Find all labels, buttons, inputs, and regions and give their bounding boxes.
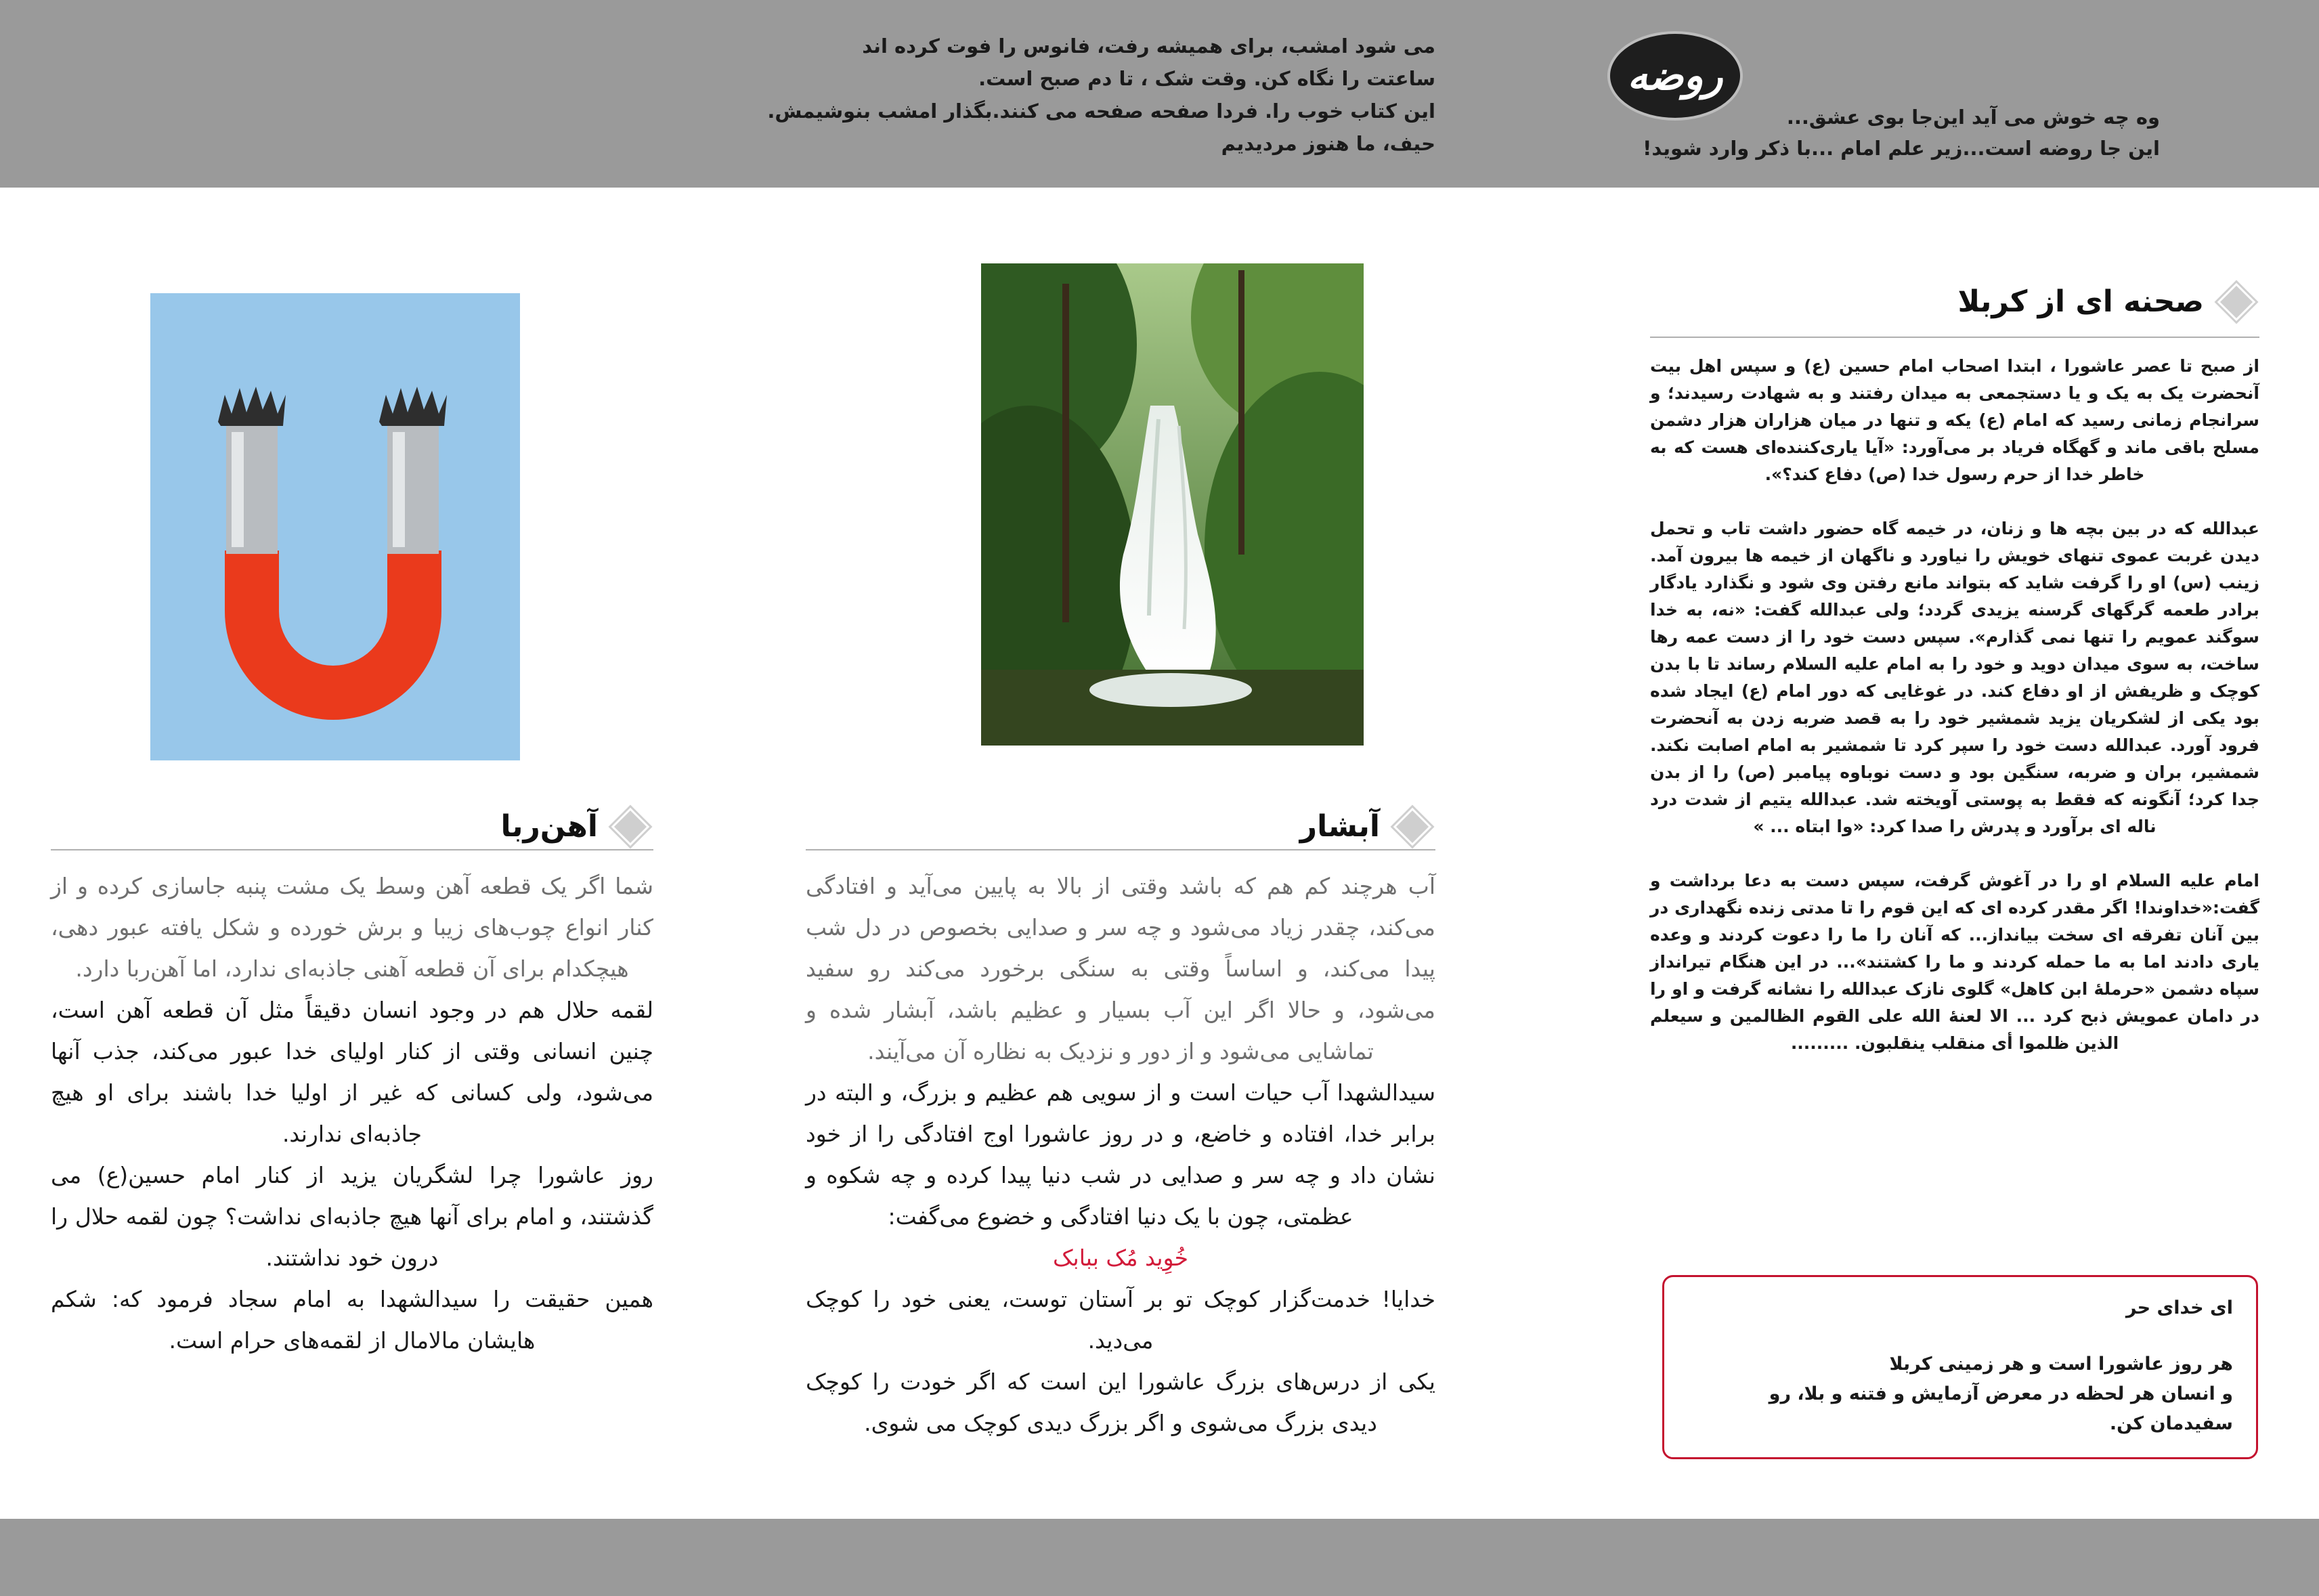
tagline-line-1: وه چه خوش می آید این‌جا بوی عشق... <box>1786 106 2160 129</box>
logo-text: روضه <box>1627 52 1723 100</box>
callout-line-2: و انسان هر لحظه در معرض آزمایش و فتنه و بلا، رو سفیدمان کن. <box>1769 1383 2233 1434</box>
callout-line-1: هر روز عاشورا است و هر زمینی کربلا <box>1889 1354 2233 1375</box>
footer-band <box>0 1519 2319 1596</box>
magnet-heading <box>51 809 653 850</box>
diamond-bullet-icon <box>1393 807 1432 846</box>
karbala-paragraph-1: از صبح تا عصر عاشورا ، ابتدا اصحاب امام حسین (ع) و سپس اهل بیت آنحضرت یک به یک و یا دستجمعی به میدان رفتند و به شهادت رسیدند؛ و سرانجام زمانی رسید که امام (ع) یکه و تنها در میان هزاران هزار دشمن مسلح باقی ماند و گهگاه فریاد بر می‌آورد: «آیا یاری‌کننده‌ای هست که به خاطر خدا از حرم رسول خدا (ص) دفاع کند؟». <box>1650 356 2259 484</box>
magnet-title: آهن‌ربا <box>500 809 598 844</box>
horseshoe-magnet-icon <box>150 293 520 760</box>
karbala-section <box>1650 271 2259 1084</box>
header-poem <box>767 30 1435 160</box>
karbala-title: صحنه ای از کربلا <box>1957 284 2204 319</box>
waterfall-title: آبشار <box>1299 809 1380 844</box>
diamond-bullet-icon <box>2217 282 2256 321</box>
tagline-line-2: این جا روضه است...زیر علم امام ...با ذکر وارد شوید! <box>1643 137 2160 160</box>
poem-line-4: حیف، ما هنوز مردیدیم <box>1221 132 1435 155</box>
waterfall-photo <box>981 263 1364 746</box>
poem-line-2: ساعتت را نگاه کن. وقت شک ، تا دم صبح است. <box>978 67 1435 90</box>
waterfall-heading <box>806 809 1435 850</box>
waterfall-lesson: یکی از درس‌های بزرگ عاشورا این است که اگر خودت را کوچک دیدی بزرگ می‌شوی و اگر بزرگ دیدی کوچک می شوی. <box>806 1368 1435 1436</box>
magnet-paragraph-1: لقمه حلال هم در وجود انسان دقیقاً مثل آن قطعه آهن است، چنین انسانی وقتی از کنار اولیای خدا عبور می‌کند، جذب آنها می‌شود، ولی کسانی که غیر از اولیا خدا باشند برای او هیچ جاذبه‌ای ندارند. <box>51 997 653 1147</box>
header-tagline <box>1643 102 2160 164</box>
waterfall-prayer: خدایا! خدمت‌گزار کوچک تو بر آستان توست، یعنی خود را کوچک می‌دید. <box>806 1286 1435 1354</box>
magnet-paragraph-3: همین حقیقت را سیدالشهدا به امام سجاد فرمود که: شکم هایشان مالامال از لقمه‌های حرام است. <box>51 1286 653 1354</box>
karbala-heading <box>1650 271 2259 338</box>
diamond-bullet-icon <box>611 807 650 846</box>
prayer-callout-box <box>1662 1275 2258 1459</box>
magnet-paragraph-2: روز عاشورا چرا لشگریان یزید از کنار امام حسین(ع) می گذشتند، و امام برای آنها هیچ جاذبه‌ای نداشت؟ چون لقمه حلال را درون خود نداشتند. <box>51 1162 653 1271</box>
waterfall-section <box>806 809 1435 1444</box>
poem-line-3: این کتاب خوب را. فردا صفحه صفحه می کنند.بگذار امشب بنوشیمش. <box>767 100 1435 123</box>
magnet-photo <box>150 293 520 760</box>
karbala-paragraph-3: امام علیه السلام او را در آغوش گرفت، سپس دست به دعا برداشت و گفت:«خداوندا! اگر مقدر کرده ای که این قوم را تا مدتی زنده نگهداری در بین آنان تفرقه ای سخت بیانداز... که آنان را ما را دعوت کردند و وعده یاری دادند اما به ما حمله کردند و ما را کشتند»... در این هنگام تیرانداز سپاه دشمن «حرملهٔ ابن کاهل» گلوی نازک عبدالله را نشانه گرفت و او را در دامان عمویش ذبح کرد ... الا لعنهٔ الله علی القوم الظالمین و سیعلم الذین ظلموا أی منقلب ینقلبون. ......... <box>1650 871 2259 1053</box>
waterfall-intro: آب هرچند کم هم که باشد وقتی از بالا به پایین می‌آید و افتادگی می‌کند، چقدر زیاد می‌شود و چه سر و صدایی بخصوص در دل شب پیدا می‌کند، و اساساً وقتی به سنگی برخورد می‌کند رو سفید می‌شود، و حالا اگر این آب بسیار و عظیم باشد، آبشار شده و تماشایی می‌شود و از دور و نزدیک به نظاره آن می‌آیند. <box>806 873 1435 1064</box>
karbala-paragraph-2: عبدالله که در بین بچه ها و زنان، در خیمه گاه حضور داشت تاب و تحمل دیدن غربت عموی تنهای خویش را نیاورد و ناگهان از خیمه ها بیرون آمد. زینب (س) او را گرفت شاید که بتواند مانع رفتن وی شود و نگذارد یادگار برادر طعمه گرگهای گرسنه یزیدی گردد؛ ولی عبدالله گفت: «نه، به خدا سوگند عمویم را تنها نمی گذارم». سپس دست خود را از دست عمه رها ساخت، به سوی میدان دوید و خود را به امام علیه السلام رساند تا با بدن کوچک و ظریفش از او دفاع کند. در غوغایی که دور امام (ع) ایجاد شده بود یکی از لشکریان یزید شمشیر خود را به قصد ضربه زدن به آنحضرت فرود آورد. عبدالله دست خود را سپر کرد تا شمشیر به امام اصابت نکند. شمشیر، بران و ضربه، سنگین بود و دست نوباوه پیامبر (ص) را از بدن جدا کرد؛ آنگونه که فقط به پوستی آویخته شد. عبدالله یتیم از شدت درد ناله ای برآورد و پدرش را صدا کرد: «وا ابتاه ... » <box>1650 519 2259 836</box>
waterfall-highlight: خُوِید مُک ببابک <box>1052 1245 1189 1271</box>
magnet-section <box>51 809 653 1361</box>
poem-line-1: می شود امشب، برای همیشه رفت، فانوس را فوت کرده اند <box>862 35 1435 58</box>
callout-title: ای خدای حر <box>2125 1297 2233 1318</box>
waterfall-illustration-icon <box>981 263 1364 746</box>
magnet-intro: شما اگر یک قطعه آهن وسط یک مشت پنبه جاسازی کرده و از کنار انواع چوب‌های زیبا و برش خورده و شکل یافته عبور دهی، هیچکدام برای آن قطعه آهنی جاذبه‌ای ندارد، اما آهن‌ربا دارد. <box>51 873 653 982</box>
waterfall-body: سیدالشهدا آب حیات است و از سویی هم عظیم و بزرگ، و البته در برابر خدا، افتاده و خاضع، و در روز عاشورا اوج افتادگی را از خود نشان داد و چه سر و صدایی در شب دنیا پیدا کرده و چه شکوه و عظمتی، چون با یک دنیا افتادگی و خضوع می‌گفت: <box>806 1079 1435 1230</box>
